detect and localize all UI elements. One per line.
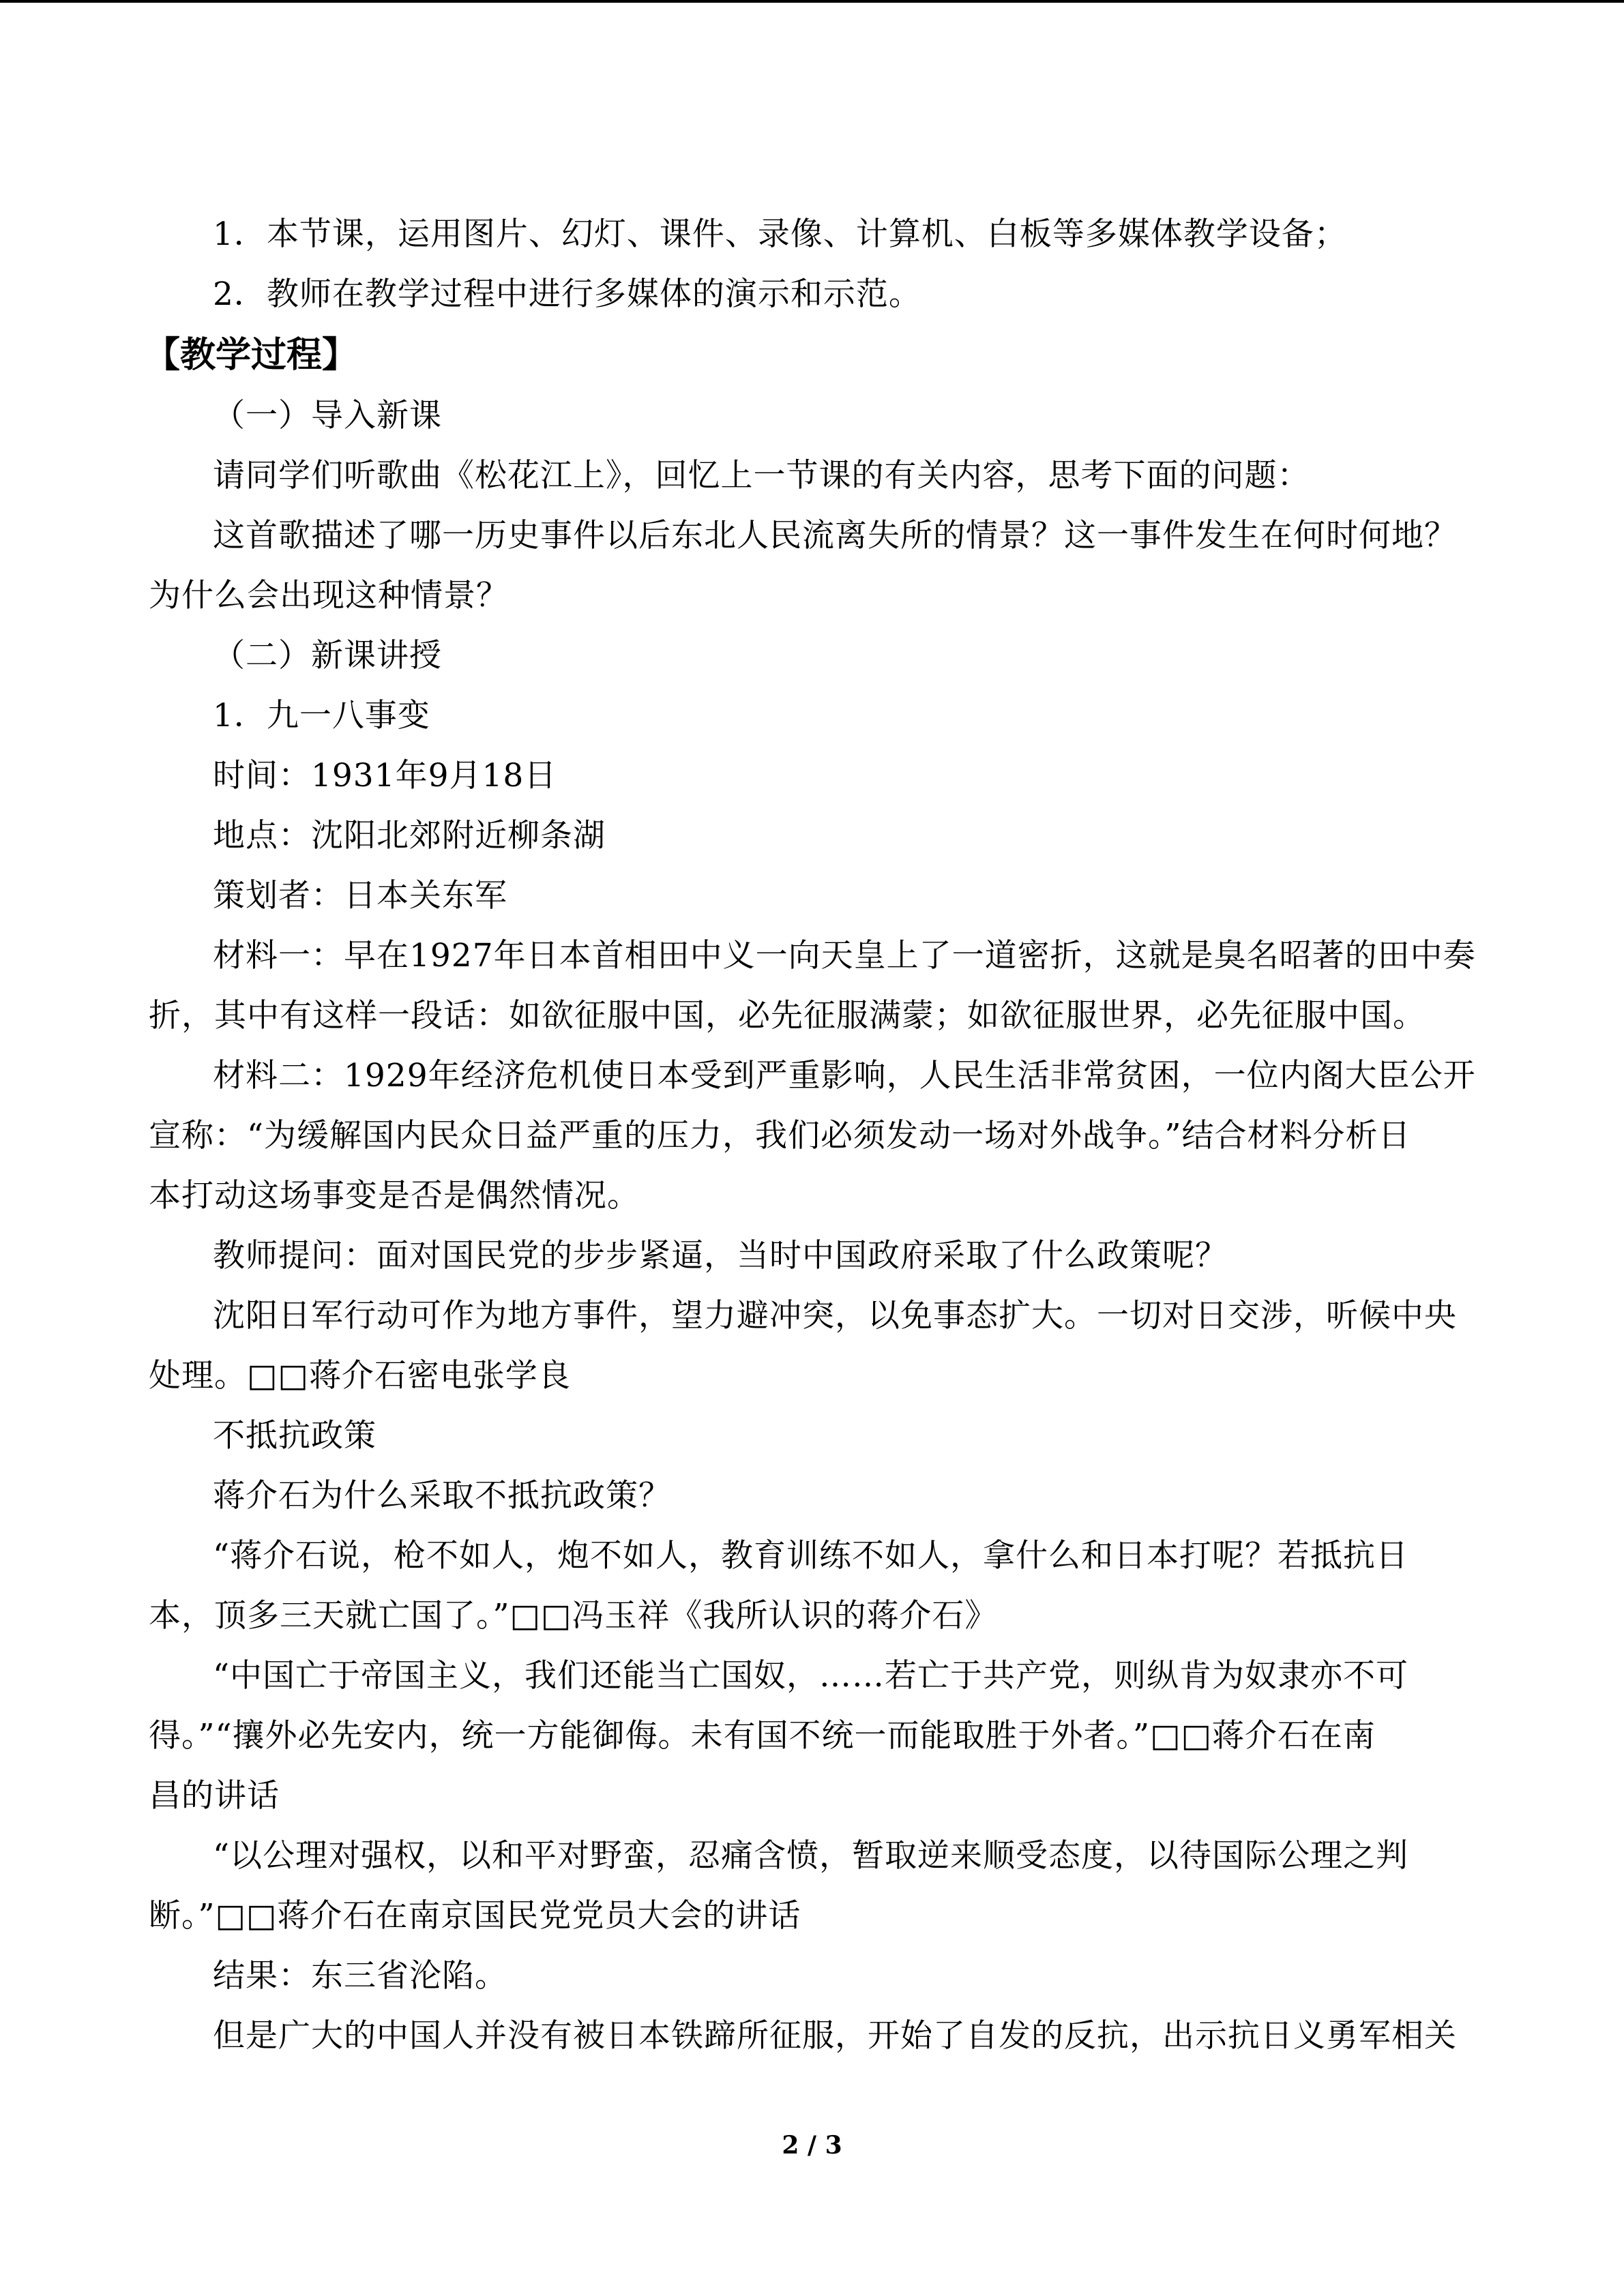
paragraph-line: 教师提问：面对国民党的步步紧逼，当时中国政府采取了什么政策呢？ — [213, 1237, 1228, 1274]
paragraph-line: 为什么会出现这种情景？ — [149, 577, 509, 614]
paragraph-line: 蒋介石为什么采取不抵抗政策？ — [213, 1477, 671, 1515]
paragraph-line: 不抵抗政策 — [213, 1417, 377, 1455]
paragraph-line: 但是广大的中国人并没有被日本铁蹄所征服，开始了自发的反抗，出示抗日义勇军相关 — [213, 2017, 1457, 2055]
paragraph-line: 策划者：日本关东军 — [213, 877, 507, 914]
paragraph-line: 结果：东三省沦陷。 — [213, 1957, 507, 1995]
paragraph-line: 材料一：早在1927年日本首相田中义一向天皇上了一道密折，这就是臭名昭著的田中奏 — [213, 937, 1476, 974]
paragraph-line: 2．教师在教学过程中进行多媒体的演示和示范。 — [213, 275, 921, 313]
paragraph-line: 宣称：“为缓解国内民众日益严重的压力，我们必须发动一场对外战争。”结合材料分析日 — [149, 1117, 1411, 1154]
paragraph-line: 材料二：1929年经济危机使日本受到严重影响，人民生活非常贫困，一位内阁大臣公开 — [213, 1057, 1476, 1094]
paragraph-line: （二）新课讲授 — [213, 637, 442, 674]
paragraph-line: 这首歌描述了哪一历史事件以后东北人民流离失所的情景？这一事件发生在何时何地？ — [213, 517, 1457, 554]
paragraph-line: “中国亡于帝国主义，我们还能当亡国奴，……若亡于共产党，则纵肯为奴隶亦不可 — [213, 1657, 1409, 1695]
paragraph-line: “以公理对强权，以和平对野蛮，忍痛含愤，暂取逆来顺受态度，以待国际公理之判 — [213, 1837, 1409, 1875]
paragraph-line: 请同学们听歌曲《松花江上》，回忆上一节课的有关内容，思考下面的问题： — [213, 457, 1310, 494]
page-number: 2 / 3 — [782, 2131, 842, 2160]
paragraph-line: 折，其中有这样一段话：如欲征服中国，必先征服满蒙；如欲征服世界，必先征服中国。 — [149, 997, 1426, 1034]
paragraph-line: 昌的讲话 — [149, 1777, 280, 1815]
paragraph-line: 沈阳日军行动可作为地方事件，望力避冲突，以免事态扩大。一切对日交涉，听候中央 — [213, 1297, 1457, 1335]
section-heading: 【教学过程】 — [145, 335, 358, 376]
paragraph-line: 得。”“攘外必先安内，统一方能御侮。未有国不统一而能取胜于外者。”□□蒋介石在南 — [149, 1717, 1376, 1755]
paragraph-line: 处理。□□蒋介石密电张学良 — [149, 1357, 571, 1395]
paragraph-line: 地点：沈阳北郊附近柳条湖 — [213, 817, 606, 854]
paragraph-line: 1．本节课，运用图片、幻灯、课件、录像、计算机、白板等多媒体教学设备； — [213, 215, 1347, 253]
paragraph-line: 本，顶多三天就亡国了。”□□冯玉祥《我所认识的蒋介石》 — [149, 1597, 998, 1635]
document-body — [145, 205, 1476, 2066]
top-border-line — [0, 0, 1624, 3]
paragraph-line: 1．九一八事变 — [213, 697, 430, 734]
paragraph-line: 断。”□□蒋介石在南京国民党党员大会的讲话 — [149, 1897, 801, 1935]
paragraph-line: 时间：1931年9月18日 — [213, 757, 557, 794]
paragraph-line: （一）导入新课 — [213, 397, 442, 434]
paragraph-line: 本打动这场事变是否是偶然情况。 — [149, 1177, 640, 1214]
paragraph-line: “蒋介石说，枪不如人，炮不如人，教育训练不如人，拿什么和日本打呢？若抵抗日 — [213, 1537, 1409, 1575]
